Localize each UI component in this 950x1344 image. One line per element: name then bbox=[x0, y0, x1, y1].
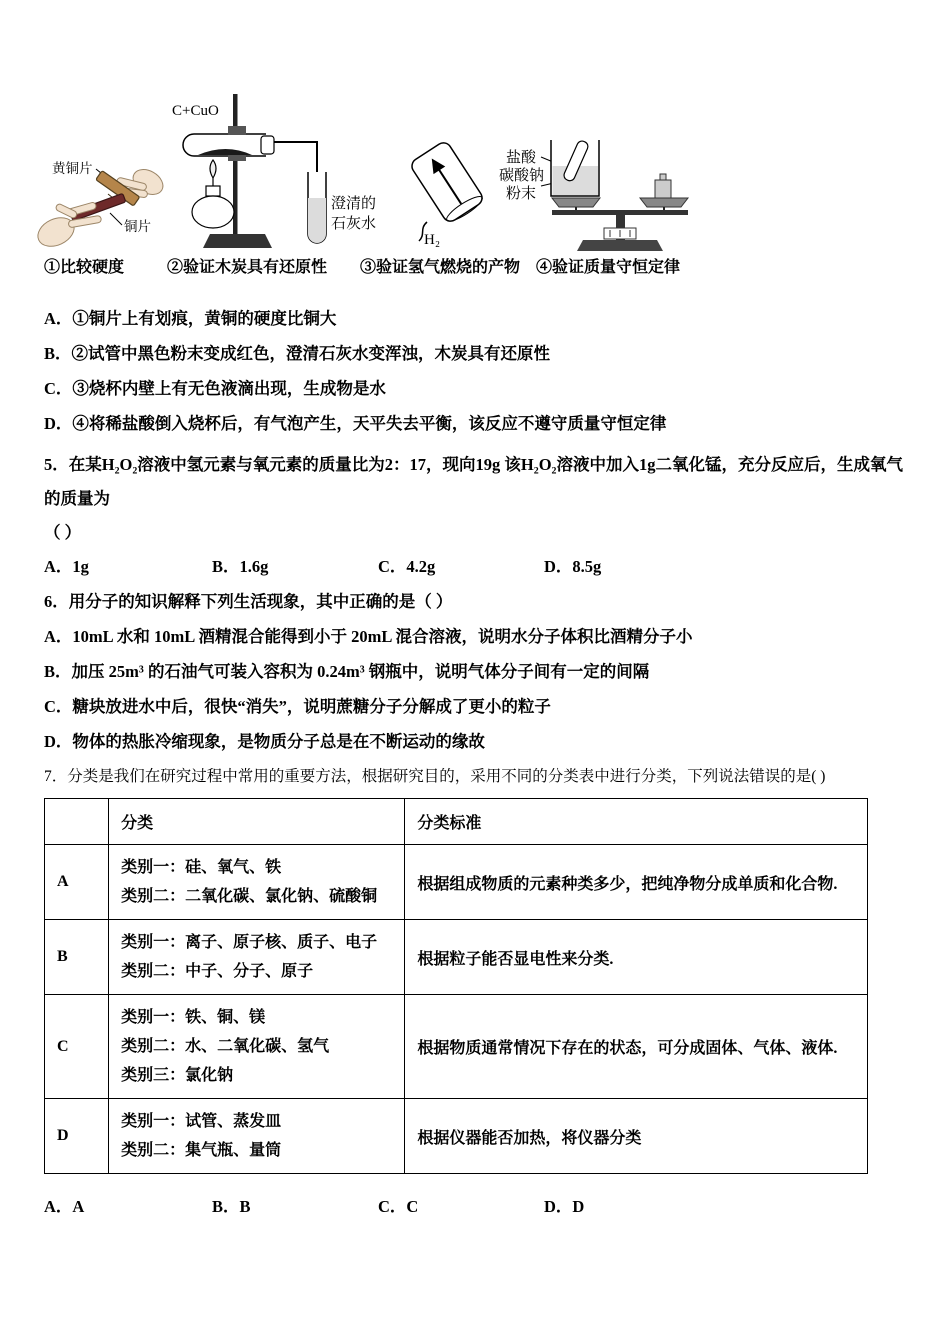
q5-options bbox=[44, 556, 912, 578]
q7-option-c: C．C bbox=[378, 1197, 419, 1216]
caption-compare-hardness: ①比较硬度 bbox=[44, 259, 125, 276]
table-header-category: 分类 bbox=[109, 799, 405, 845]
copper-label: 铜片 bbox=[124, 219, 151, 234]
q6-option-d: D．物体的热胀冷缩现象，是物质分子总是在不断运动的缘故 bbox=[44, 732, 485, 751]
caption-hydrogen-product: ③验证氢气燃烧的产物 bbox=[360, 259, 521, 276]
q5-answer-paren: （ ） bbox=[44, 523, 82, 542]
figure-captions bbox=[0, 254, 950, 278]
q7-option-d: D．D bbox=[544, 1197, 585, 1216]
brass-label: 黄铜片 bbox=[52, 161, 93, 176]
q6-option-c: C．糖块放进水中后，很快“消失”，说明蔗糖分子分解成了更小的粒子 bbox=[44, 697, 551, 716]
table-header-row bbox=[45, 799, 868, 845]
table-header-empty bbox=[45, 799, 109, 845]
q4-option-a: A．①铜片上有划痕，黄铜的硬度比铜大 bbox=[44, 309, 337, 328]
category-line: 类别二：集气瓶、量筒 bbox=[121, 1142, 282, 1159]
alcohol-lamp bbox=[192, 160, 234, 228]
category-line: 类别三：氯化钠 bbox=[121, 1067, 234, 1084]
hydrogen-combustion-diagram bbox=[409, 140, 486, 248]
h2-label: H₂ bbox=[424, 232, 441, 248]
table-row-c bbox=[45, 995, 868, 1099]
row-categories bbox=[109, 995, 405, 1099]
q5-option-a: A．1g bbox=[44, 557, 89, 576]
limewater-liquid bbox=[308, 198, 326, 243]
caption-charcoal-reduction: ②验证木炭具有还原性 bbox=[167, 259, 328, 276]
q5-option-c: C．4.2g bbox=[378, 557, 436, 576]
table-header-standard: 分类标准 bbox=[405, 799, 868, 845]
balance-base bbox=[577, 240, 663, 251]
c-cuo-label: C+CuO bbox=[172, 103, 219, 119]
row-letter: A bbox=[45, 845, 109, 920]
q6-stem: 6．用分子的知识解释下列生活现象，其中正确的是（ ） bbox=[44, 592, 453, 611]
category-line: 类别一：硅、氧气、铁 bbox=[121, 859, 282, 876]
question-4-figure bbox=[0, 82, 950, 254]
row-letter: B bbox=[45, 920, 109, 995]
mass-conservation-diagram bbox=[499, 139, 688, 251]
row-standard: 根据粒子能否显电性来分类. bbox=[405, 920, 868, 995]
row-letter: C bbox=[45, 995, 109, 1099]
q5-stem: 5．在某H₂O₂溶液中氢元素与氧元素的质量比为2：17，现向19g 该H₂O₂溶液中加入1g二氧化锰，充分反应后，生成氧气的质量为 bbox=[44, 455, 903, 508]
category-line: 类别一：离子、原子核、质子、电子 bbox=[121, 934, 378, 951]
q7-option-a: A．A bbox=[44, 1197, 85, 1216]
classification-table bbox=[44, 798, 868, 1174]
category-line: 类别一：铁、铜、镁 bbox=[121, 1009, 266, 1026]
table-row-a bbox=[45, 845, 868, 920]
row-standard: 根据物质通常情况下存在的状态，可分成固体、气体、液体. bbox=[405, 995, 868, 1099]
q4-option-c: C．③烧杯内壁上有无色液滴出现，生成物是水 bbox=[44, 379, 386, 398]
stand-base bbox=[203, 234, 272, 248]
q5-option-d: D．8.5g bbox=[544, 557, 602, 576]
q7-option-b: B．B bbox=[212, 1197, 251, 1216]
row-categories bbox=[109, 1099, 405, 1174]
q4-option-b: B．②试管中黑色粉末变成红色，澄清石灰水变浑浊，木炭具有还原性 bbox=[44, 344, 551, 363]
row-categories bbox=[109, 845, 405, 920]
limewater-label-line2: 石灰水 bbox=[331, 216, 377, 232]
category-line: 类别二：水、二氧化碳、氢气 bbox=[121, 1038, 330, 1055]
stand-rod bbox=[233, 94, 238, 244]
right-pan bbox=[640, 198, 688, 207]
category-line: 类别二：中子、分子、原子 bbox=[121, 963, 314, 980]
q7-stem: 7．分类是我们在研究过程中常用的重要方法，根据研究目的，采用不同的分类表中进行分类，下列说法错误的是( ) bbox=[44, 768, 826, 785]
powder-label: 粉末 bbox=[506, 186, 537, 202]
table-row-b bbox=[45, 920, 868, 995]
hcl-label: 盐酸 bbox=[506, 150, 537, 166]
clamp bbox=[228, 126, 246, 135]
row-standard: 根据仪器能否加热，将仪器分类 bbox=[405, 1099, 868, 1174]
na2co3-label: 碳酸钠 bbox=[499, 168, 545, 184]
row-standard: 根据组成物质的元素种类多少，把纯净物分成单质和化合物. bbox=[405, 845, 868, 920]
q6-option-b: B．加压 25m³ 的石油气可装入容积为 0.24m³ 钢瓶中，说明气体分子间有一定的间隔 bbox=[44, 662, 650, 681]
row-letter: D bbox=[45, 1099, 109, 1174]
hardness-test-diagram bbox=[33, 160, 167, 252]
question-content bbox=[44, 308, 912, 1230]
caption-mass-conservation: ④验证质量守恒定律 bbox=[536, 259, 681, 276]
table-row-d bbox=[45, 1099, 868, 1174]
experiments-illustration bbox=[0, 82, 950, 254]
weight bbox=[655, 180, 671, 198]
balance-beam bbox=[552, 210, 688, 215]
limewater-label-line1: 澄清的 bbox=[331, 196, 377, 212]
category-line: 类别二：二氧化碳、氯化钠、硫酸铜 bbox=[121, 888, 378, 905]
q4-option-d: D．④将稀盐酸倒入烧杯后，有气泡产生，天平失去平衡，该反应不遵守质量守恒定律 bbox=[44, 414, 667, 433]
row-categories bbox=[109, 920, 405, 995]
stopper bbox=[261, 136, 274, 154]
q5-option-b: B．1.6g bbox=[212, 557, 269, 576]
left-pan bbox=[552, 198, 600, 207]
lower-hand bbox=[33, 202, 101, 252]
q6-option-a: A．10mL 水和 10mL 酒精混合能得到小于 20mL 混合溶液，说明水分子体积比酒精分子小 bbox=[44, 627, 693, 646]
charcoal-reduction-diagram bbox=[172, 94, 376, 248]
flame bbox=[210, 160, 216, 178]
category-line: 类别一：试管、蒸发皿 bbox=[121, 1113, 282, 1130]
q7-options bbox=[44, 1196, 912, 1218]
